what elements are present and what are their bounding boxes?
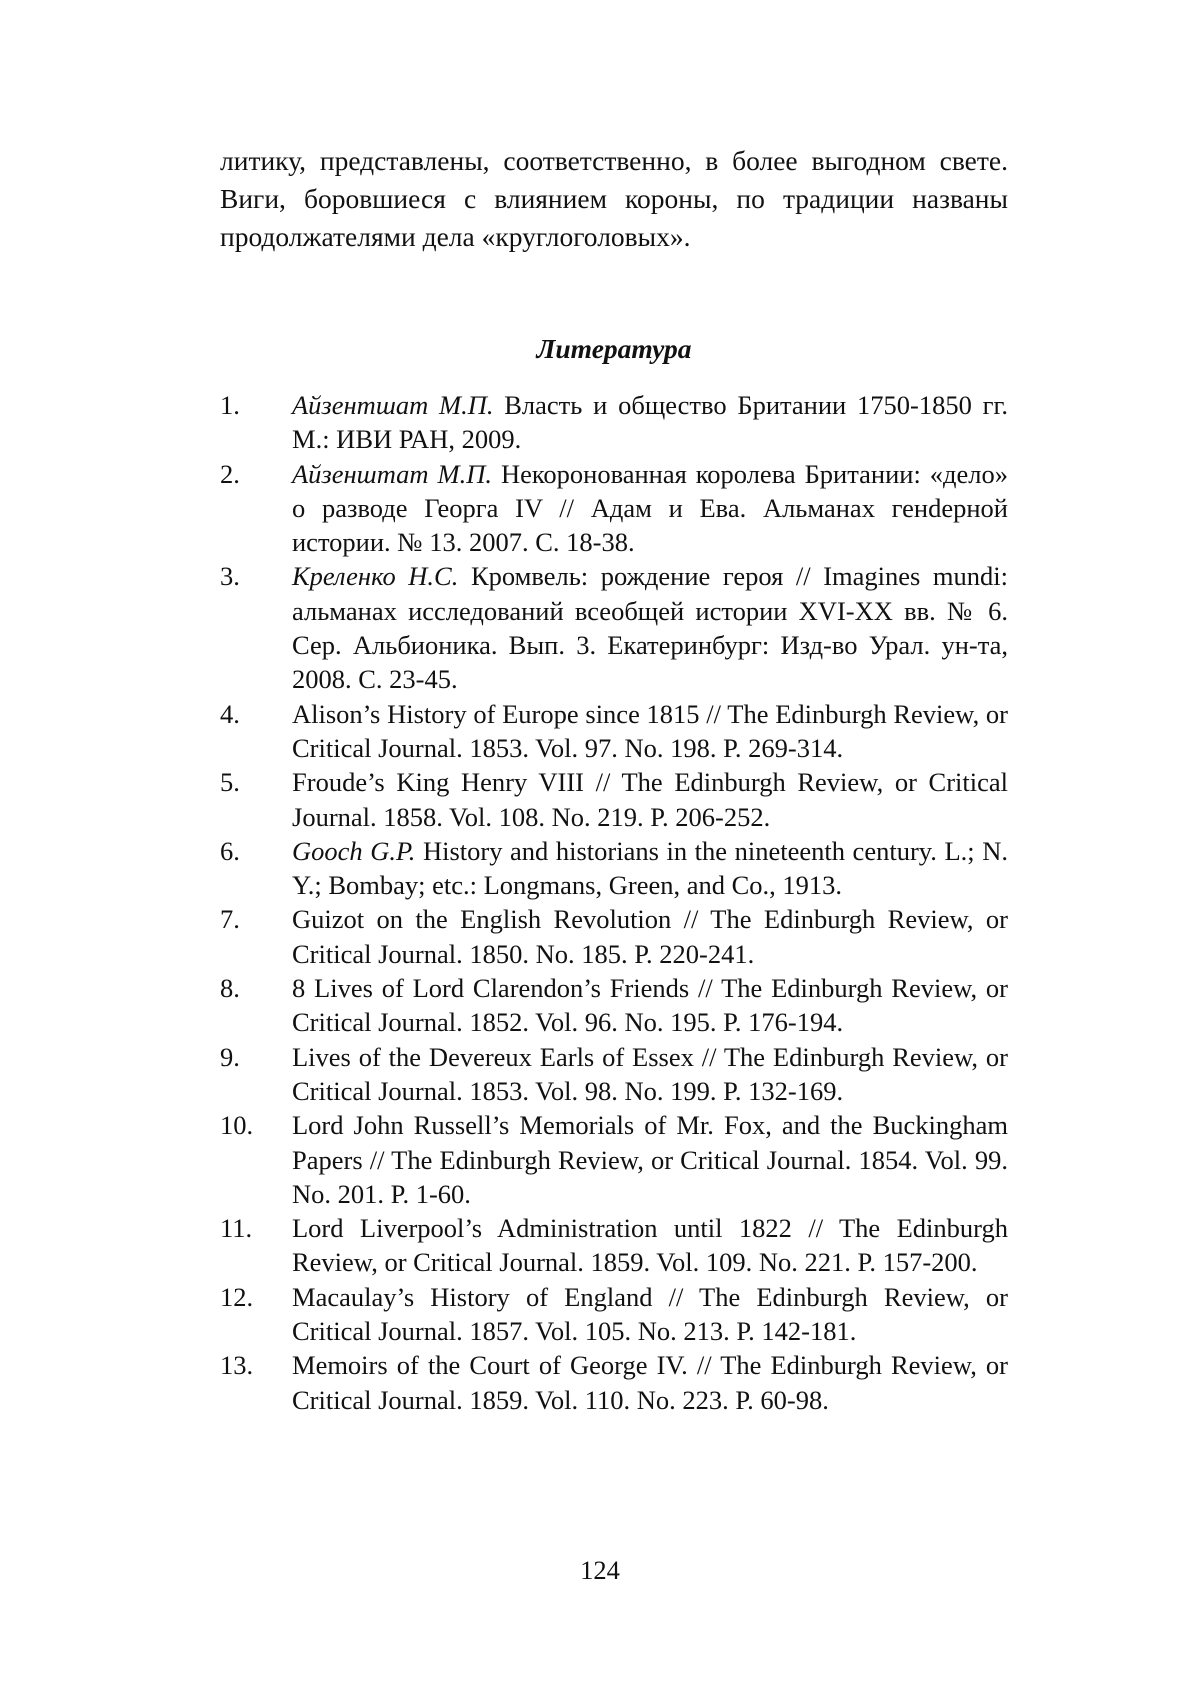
reference-author: Айзенштат М.П. (292, 458, 492, 489)
reference-text: Некоронованная королева Британии: «дело» о разводе Георга IV // Адам и Ева. Альманах генdерной истории. № 13. 2007. С. 18-38. (292, 458, 1009, 558)
body-paragraph: литику, представлены, соответственно, в более выгодном свете. Виги, боровшиеся с влиянием короны, по традиции названы продолжателями дела «круглоголовых». (220, 145, 1008, 252)
reference-text: Власть и общество Британии 1750-1850 гг. М.: ИВИ РАН, 2009. (292, 390, 1008, 455)
reference-text: Macaulay’s History of England // The Edinburgh Review, or Critical Journal. 1857. Vol. 105. No. 213. P. 142-181. (292, 1281, 1008, 1347)
references-heading: Литература (536, 333, 692, 364)
reference-number: 2. (220, 458, 240, 489)
reference-text: 8 Lives of Lord Clarendon’s Friends // The Edinburgh Review, or Critical Journal. 1852. Vol. 96. No. 195. P. 176-194. (292, 973, 1008, 1038)
reference-number: 8. (220, 973, 240, 1004)
reference-item (220, 697, 1008, 766)
reference-number: 12. (220, 1281, 254, 1312)
reference-text: Froude’s King Henry VIII // The Edinburgh Review, or Critical Journal. 1858. Vol. 108. No. 219. P. 206-252. (292, 767, 1008, 832)
reference-author: Айзентшат М.П. (292, 390, 494, 420)
reference-text: Alison’s History of Europe since 1815 // The Edinburgh Review, or Critical Journal. 1853. Vol. 97. No. 198. P. 269-314. (292, 698, 1008, 763)
reference-item (220, 1108, 1008, 1211)
reference-number: 6. (220, 835, 240, 866)
reference-text: Lord Liverpool’s Administration until 1822 // The Edinburgh Review, or Critical Journal. 1859. Vol. 109. No. 221. P. 157-200. (292, 1213, 1008, 1278)
reference-item (220, 902, 1008, 971)
reference-item (220, 765, 1008, 834)
references-list (220, 388, 1008, 1417)
reference-author: Креленко Н.С. (292, 561, 459, 592)
reference-item (220, 457, 1008, 560)
reference-item (220, 559, 1008, 696)
reference-item (220, 1348, 1008, 1417)
reference-text: Guizot on the English Revolution // The Edinburgh Review, or Critical Journal. 1850. No. 185. P. 220-241. (292, 904, 1008, 969)
reference-number: 1. (220, 390, 240, 420)
reference-item (220, 1040, 1008, 1109)
reference-number: 4. (220, 698, 240, 729)
reference-number: 7. (220, 904, 240, 935)
reference-item (220, 971, 1008, 1040)
reference-item (220, 388, 1008, 457)
reference-author: Gooch G.P. (292, 835, 416, 866)
reference-item (220, 834, 1008, 903)
page-number: 124 (580, 1555, 620, 1585)
reference-item (220, 1280, 1008, 1349)
reference-text: Memoirs of the Court of George IV. // The Edinburgh Review, or Critical Journal. 1859. Vol. 110. No. 223. P. 60-98. (292, 1350, 1008, 1415)
reference-text: Кромвель: рождение героя // Imagines mundi: альманах исследований всеобщей истории XVI-XX вв. № 6. Сер. Альбионика. Вып. 3. Екатеринбург: Изд-во Урал. ун-та, 2008. С. 23-45. (292, 561, 1008, 695)
reference-text: Lives of the Devereux Earls of Essex // The Edinburgh Review, or Critical Journal. 1853. Vol. 98. No. 199. P. 132-169. (292, 1041, 1008, 1106)
reference-number: 9. (220, 1041, 240, 1072)
reference-item (220, 1211, 1008, 1280)
reference-number: 5. (220, 767, 240, 798)
page-body (220, 142, 1009, 1415)
reference-text: Lord John Russell’s Memorials of Mr. Fox, and the Buckingham Papers // The Edinburgh Review, or Critical Journal. 1854. Vol. 99. No. 201. P. 1-60. (292, 1110, 1008, 1209)
reference-number: 11. (220, 1213, 253, 1244)
reference-number: 13. (220, 1350, 254, 1381)
reference-text: History and historians in the nineteenth century. L.; N. Y.; Bombay; etc.: Longmans, Green, and Co., 1913. (292, 835, 1008, 901)
reference-number: 10. (220, 1110, 254, 1141)
reference-number: 3. (220, 561, 240, 592)
